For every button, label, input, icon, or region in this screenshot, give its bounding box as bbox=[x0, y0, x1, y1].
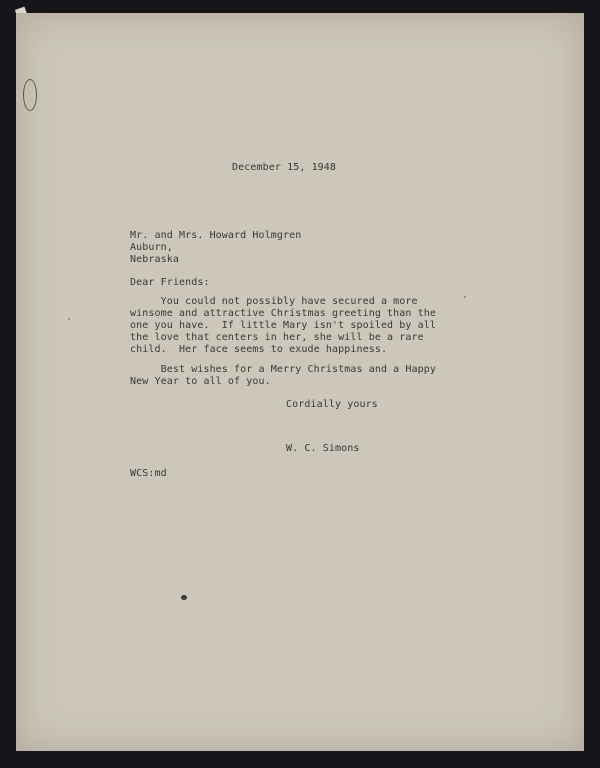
body-paragraph-2 bbox=[130, 364, 436, 388]
body-line: winsome and attractive Christmas greeting than the bbox=[130, 308, 437, 319]
signer-name: W. C. Simons bbox=[286, 443, 360, 454]
body-paragraph-1 bbox=[130, 296, 436, 356]
handwritten-circle-mark bbox=[23, 79, 37, 111]
body-line: You could not possibly have secured a more bbox=[130, 296, 418, 307]
complimentary-closing: Cordially yours bbox=[286, 399, 378, 410]
salutation: Dear Friends: bbox=[130, 277, 210, 288]
address-line: Auburn, bbox=[130, 242, 173, 253]
reference-initials: WCS:md bbox=[130, 468, 167, 479]
ink-speck bbox=[181, 595, 187, 600]
letter-date: December 15, 1948 bbox=[232, 162, 337, 173]
body-line: child. Her face seems to exude happiness. bbox=[130, 344, 388, 355]
ink-speck bbox=[68, 318, 70, 320]
address-line: Mr. and Mrs. Howard Holmgren bbox=[130, 230, 302, 241]
body-line: New Year to all of you. bbox=[130, 376, 271, 387]
ink-speck bbox=[464, 296, 466, 298]
body-line: one you have. If little Mary isn't spoiled by all bbox=[130, 320, 437, 331]
body-line: the love that centers in her, she will be a rare bbox=[130, 332, 424, 343]
address-line: Nebraska bbox=[130, 254, 179, 265]
recipient-address bbox=[130, 230, 301, 266]
body-line: Best wishes for a Merry Christmas and a Happy bbox=[130, 364, 437, 375]
